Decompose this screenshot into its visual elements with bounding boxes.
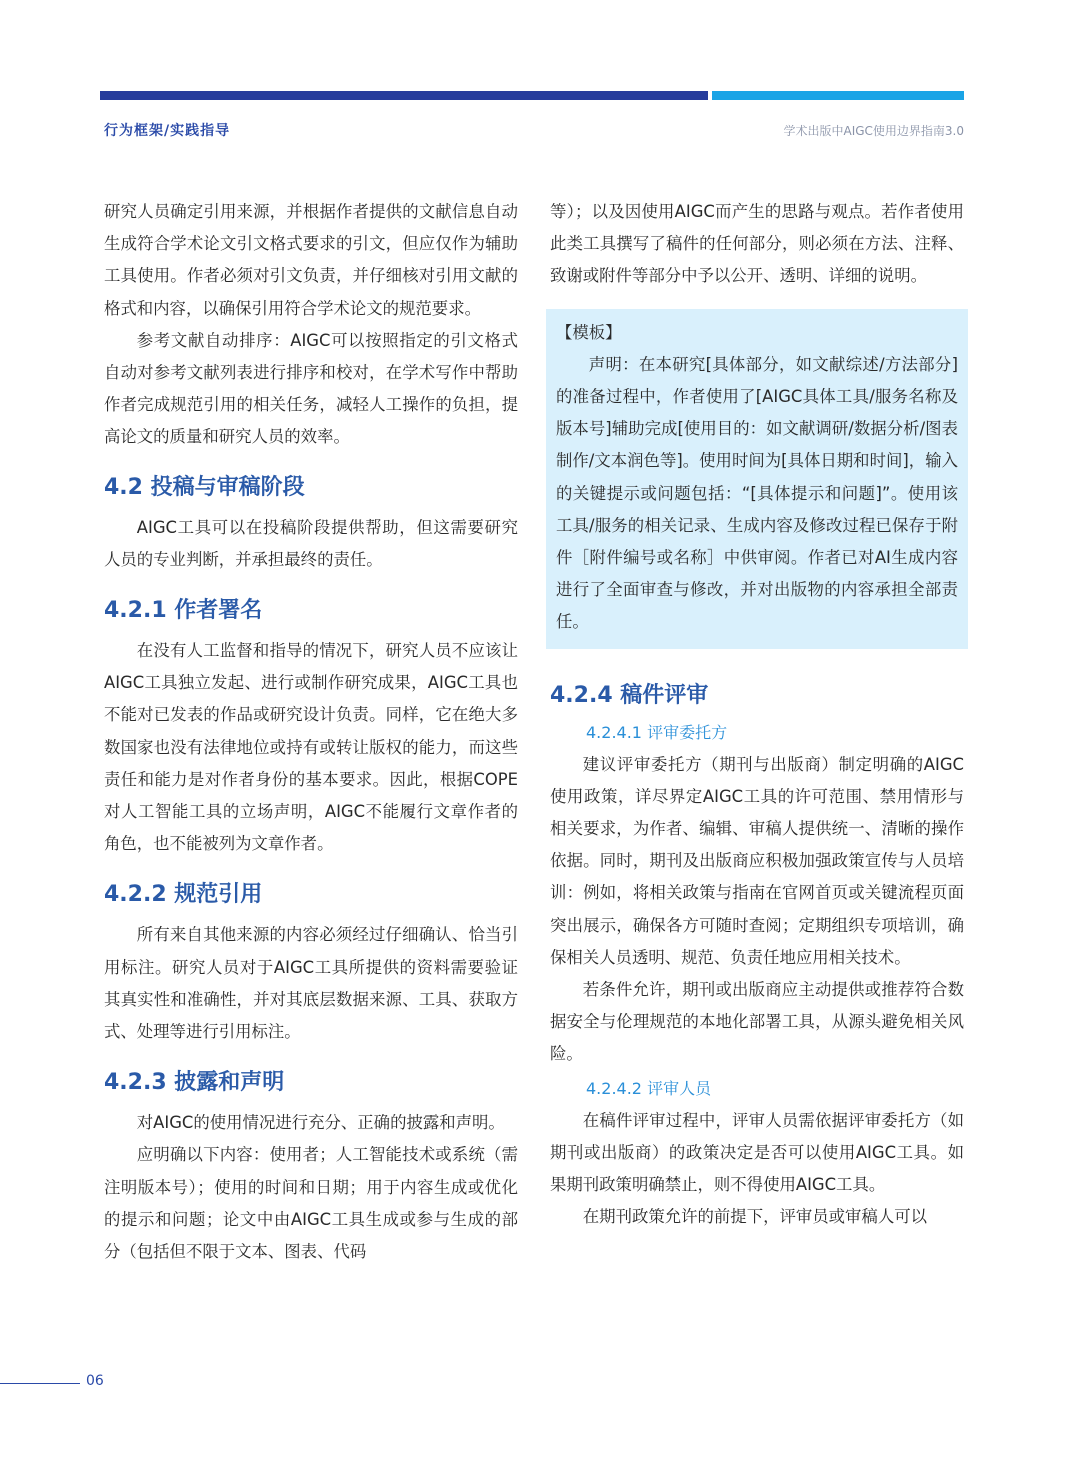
paragraph: 等）；以及因使用AIGC而产生的思路与观点。若作者使用此类工具撰写了稿件的任何部分，则必须在方法、注释、致谢或附件等部分中予以公开、透明、详细的说明。 — [550, 202, 964, 286]
header-bar-light — [712, 91, 964, 100]
heading-4-2-1: 4.2.1 作者署名 — [104, 598, 263, 624]
heading-4-2-2: 4.2.2 规范引用 — [104, 882, 263, 908]
heading-4-2: 4.2 投稿与审稿阶段 — [104, 474, 305, 500]
paragraph: 研究人员确定引用来源，并根据作者提供的文献信息自动生成符合学术论文引文格式要求的引文，但应仅作为辅助工具使用。作者必须对引文负责，并仔细核对引用文献的格式和内容，以确保引用符合学术论文的规范要求。 — [104, 202, 518, 318]
paragraph: 在期刊政策允许的前提下，评审员或审稿人可以 — [582, 1207, 927, 1227]
paragraph: 所有来自其他来源的内容必须经过仔细确认、恰当引用标注。研究人员对于AIGC工具所提供的资料需要验证其真实性和准确性，并对其底层数据来源、工具、获取方式、处理等进行引用标注。 — [104, 925, 518, 1042]
left-column — [104, 196, 518, 1268]
heading-4-2-4: 4.2.4 稿件评审 — [550, 682, 709, 708]
header-doc-title: 学术出版中AIGC使用边界指南3.0 — [783, 124, 964, 138]
header-section-title: 行为框架/实践指导 — [104, 123, 231, 139]
paragraph: 应明确以下内容：使用者；人工智能技术或系统（需注明版本号）；使用的时间和日期；用于内容生成或优化的提示和问题；论文中由AIGC工具生成或参与生成的部分（包括但不限于文本、图表、代码 — [104, 1145, 518, 1262]
page-number: 06 — [86, 1373, 104, 1389]
paragraph: 建议评审委托方（期刊与出版商）制定明确的AIGC使用政策，详尽界定AIGC工具的许可范围、禁用情形与相关要求，为作者、编辑、审稿人提供统一、清晰的操作依据。同时，期刊及出版商应积极加强政策宣传与人员培训：例如，将相关政策与指南在官网首页或关键流程页面突出展示，确保各方可随时查阅；定期组织专项培训，确保相关人员透明、规范、负责任地应用相关技术。 — [550, 754, 964, 967]
paragraph: 在没有人工监督和指导的情况下，研究人员不应该让AIGC工具独立发起、进行或制作研究成果，AIGC工具也不能对已发表的作品或研究设计负责。同样，它在绝大多数国家也没有法律地位或持有或转让版权的能力，而这些责任和能力是对作者身份的基本要求。因此，根据COPE对人工智能工具的立场声明，AIGC不能履行文章作者的角色，也不能被列为文章作者。 — [104, 641, 518, 854]
heading-4-2-4-2: 4.2.4.2 评审人员 — [586, 1078, 712, 1098]
template-text: 声明：在本研究[具体部分，如文献综述/方法部分]的准备过程中，作者使用了[AIGC具体工具/服务名称及版本号]辅助完成[使用目的：如文献调研/数据分析/图表制作/文本润色等]。使用时间为[具体日期和时间]，输入的关键提示或问题包括：“[具体提示和问题]”。使用该工具/服务的相关记录、生成内容及修改过程已保存于附件［附件编号或名称］中供审阅。作者已对AI生成内容进行了全面审查与修改，并对出版物的内容承担全部责任。 — [556, 354, 958, 632]
paragraph: 对AIGC的使用情况进行充分、正确的披露和声明。 — [136, 1113, 505, 1133]
paragraph: 参考文献自动排序：AIGC可以按照指定的引文格式自动对参考文献列表进行排序和校对，在学术写作中帮助作者完成规范引用的相关任务，减轻人工操作的负担，提高论文的质量和研究人员的效率。 — [104, 330, 518, 447]
template-box — [546, 309, 968, 649]
heading-4-2-4-1: 4.2.4.1 评审委托方 — [586, 722, 728, 742]
template-label: 【模板】 — [556, 322, 622, 342]
paragraph: 若条件允许，期刊或出版商应主动提供或推荐符合数据安全与伦理规范的本地化部署工具，从源头避免相关风险。 — [550, 980, 964, 1064]
paragraph: AIGC工具可以在投稿阶段提供帮助，但这需要研究人员的专业判断，并承担最终的责任。 — [104, 517, 518, 569]
paragraph: 在稿件评审过程中，评审人员需依据评审委托方（如期刊或出版商）的政策决定是否可以使用AIGC工具。如果期刊政策明确禁止，则不得使用AIGC工具。 — [550, 1110, 964, 1195]
header-bar-dark — [100, 91, 708, 100]
footer-rule — [0, 1383, 80, 1384]
right-column — [550, 196, 964, 1233]
heading-4-2-3: 4.2.3 披露和声明 — [104, 1070, 285, 1096]
